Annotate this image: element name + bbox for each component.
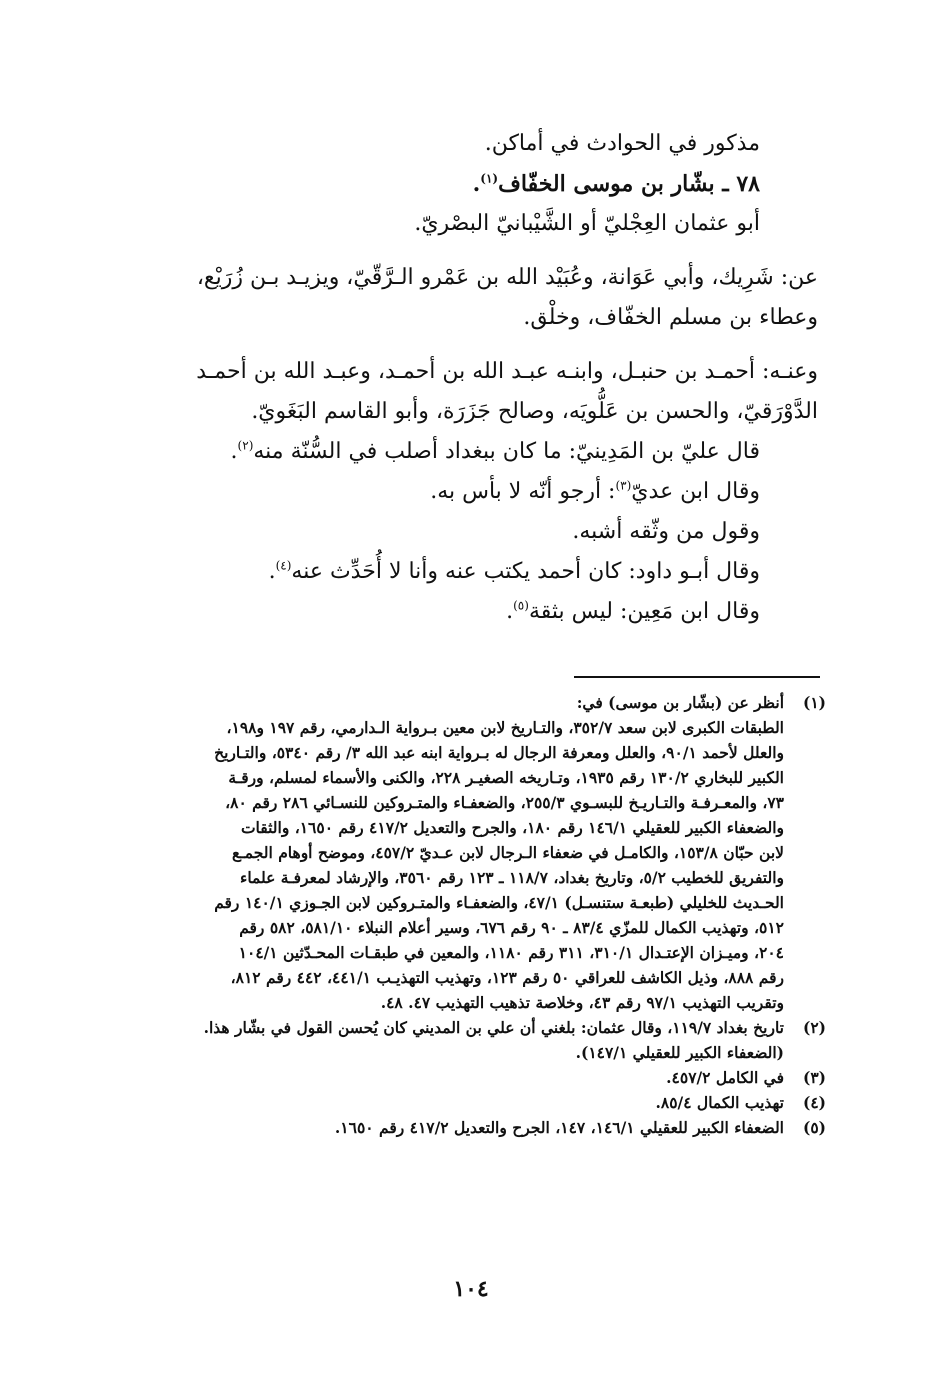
footnote-separator bbox=[574, 676, 820, 678]
footnote-line: ٢٠٤، وميـزان الإعتـدال ٣١٠/١، ٣١١ رقم ١١٨٠، والمعين في طبقـات المحـدّثين ١٠٤/١ bbox=[238, 943, 784, 962]
quote-text: وقال ابن عديّ bbox=[631, 479, 760, 504]
teachers-line: عن: شَرِيك، وأبي عَوَانة، وعُبَيْد الله بن عَمْرو الـرَّقّيّ، ويزيـد بـن زُرَيْع، bbox=[196, 265, 818, 290]
quote-text: قال عليّ بن المَدِينيّ: ما كان ببغداد أصلب في السُّنّة منه bbox=[253, 439, 760, 464]
footnote-2 bbox=[96, 1015, 842, 1065]
footnote-number: (٤) bbox=[802, 1093, 826, 1112]
footnote-line: تهذيب الكمال ٨٥/٤. bbox=[655, 1093, 784, 1112]
entry-heading bbox=[96, 164, 818, 204]
footnote-4 bbox=[96, 1090, 842, 1115]
footnote-line: (الضعفاء الكبير للعقيلي ١٤٧/١). bbox=[575, 1043, 784, 1062]
footnotes bbox=[96, 690, 842, 1140]
quote-line bbox=[96, 472, 818, 512]
footnote-line: أنظر عن (بشّار بن موسى) في: bbox=[576, 693, 784, 712]
quote-line bbox=[96, 432, 818, 472]
footnote-line: ٧٣، والمعـرفـة والتـاريـخ للبسـوي ٢٥٥/٣، والضعفـاء والمتـروكين للنسـائي ٢٨٦ رقم ٨٠، bbox=[225, 793, 784, 812]
footnote-line: الحـديث للخليلي (طبعـة ستنسـل) ٤٧/١، والضعفـاء والمتـروكين لابن الجـوزي ١٤٠/١ رقم bbox=[214, 893, 784, 912]
footnote-5 bbox=[96, 1115, 842, 1140]
footnote-ref: (٥) bbox=[513, 598, 529, 613]
punctuation: . bbox=[506, 599, 514, 624]
footnote-line: الضعفاء الكبير للعقيلي ١٤٦/١، ١٤٧، الجرح والتعديل ٤١٧/٢ رقم ١٦٥٠. bbox=[334, 1118, 784, 1137]
footnote-line: تاريخ بغداد ١١٩/٧، وقال عثمان: بلغني أن علي بن المديني كان يُحسن القول في بشّار هذا. bbox=[203, 1018, 784, 1037]
footnote-ref: (٣) bbox=[615, 478, 632, 493]
footnote-line: في الكامل ٤٥٧/٢. bbox=[666, 1068, 784, 1087]
footnote-line: والضعفاء الكبير للعقيلي ١٤٦/١ رقم ١٨٠، والجرح والتعديل ٤١٧/٢ رقم ١٦٥٠، والثقات bbox=[240, 818, 784, 837]
footnote-line: والتفريق للخطيب ٥/٢، وتاريخ بغداد، ١١٨/٧ ـ ١٢٣ رقم ٣٥٦٠، والإرشاد لمعرفـة علماء bbox=[240, 868, 784, 887]
students-line: الدَّوْرَقيّ، والحسن بن عَلُّويَه، وصالح جَزَرَة، وأبو القاسم البَغَويّ. bbox=[251, 399, 818, 424]
page-number: ١٠٤ bbox=[453, 1276, 489, 1302]
teachers-line: وعطاء بن مسلم الخفّاف، وخلْق. bbox=[523, 305, 818, 330]
punctuation: . bbox=[472, 171, 481, 197]
quote-line bbox=[96, 592, 818, 632]
punctuation: . bbox=[230, 439, 238, 464]
footnote-number: (١) bbox=[802, 693, 826, 712]
footnote-1 bbox=[96, 690, 842, 1015]
footnote-line: والعلل لأحمد ٩٠/١، والعلل ومعرفة الرجال له بـرواية ابنه عبد الله ٣/ رقم ٥٣٤٠، والتـاريخ bbox=[214, 743, 784, 762]
footnote-3 bbox=[96, 1065, 842, 1090]
footnote-line: لابن حبّان ١٥٣/٨، والكامـل في ضعفاء الـرجال لابن عـديّ ٤٥٧/٢، وموضح أوهام الجمـع bbox=[232, 843, 784, 862]
punctuation: . bbox=[268, 559, 276, 584]
footnote-ref: (١) bbox=[480, 171, 499, 186]
footnote-ref: (٤) bbox=[275, 558, 292, 573]
quote-text: وقال أبـو داود: كان أحمد يكتب عنه وأنا لا أُحَدِّث عنه bbox=[291, 559, 760, 584]
footnote-line: ٥١٢، وتهذيب الكمال للمزّي ٨٣/٤ ـ ٩٠ رقم ٦٧٦، وسير أعلام النبلاء ٥٨١/١٠، ٥٨٢ رقم bbox=[239, 918, 784, 937]
footnote-number: (٣) bbox=[802, 1068, 826, 1087]
footnote-number: (٥) bbox=[802, 1118, 826, 1137]
footnote-number: (٢) bbox=[802, 1018, 826, 1037]
quote-text: وقال ابن مَعِين: ليس بثقة bbox=[528, 599, 760, 624]
footnote-line: وتقريب التهذيب ٩٧/١ رقم ٤٣، وخلاصة تذهيب التهذيب ٤٧. ٤٨. bbox=[380, 993, 784, 1012]
entry-title: ٧٨ ـ بشّار بن موسى الخفّاف bbox=[498, 171, 760, 197]
footnote-line: الطبقات الكبرى لابن سعد ٣٥٢/٧، والتـاريخ لابن معين بـرواية الـدارمي، رقم ١٩٧ و١٩٨، bbox=[226, 718, 784, 737]
kunya-line: أبو عثمان العِجْليّ أو الشَّيْبانيّ البصْريّ. bbox=[414, 211, 760, 236]
footnote-line: رقم ٨٨٨، وذيل الكاشف للعراقي ٥٠ رقم ١٢٣، وتهذيب التهذيـب ٤٤١/١، ٤٤٢ رقم ٨١٢، bbox=[230, 968, 784, 987]
footnote-line: الكبير للبخاري ١٣٠/٢ رقم ١٩٣٥، وتـاريخه الصغيـر ٢٢٨، والكنى والأسماء لمسلم، ورقـة bbox=[228, 768, 784, 787]
quote-line bbox=[96, 552, 818, 592]
quote-text: : أرجو أنّه لا بأس به. bbox=[430, 479, 616, 504]
footnote-ref: (٢) bbox=[237, 438, 254, 453]
quote-line: وقول من وثّقه أشبه. bbox=[572, 519, 760, 544]
students-line: وعنـه: أحمـد بن حنبـل، وابنـه عبـد الله بن أحمـد، وعبـد الله بن أحمـد bbox=[196, 359, 818, 384]
text-line: مذكور في الحوادث في أماكن. bbox=[484, 131, 760, 156]
main-text bbox=[96, 124, 818, 632]
